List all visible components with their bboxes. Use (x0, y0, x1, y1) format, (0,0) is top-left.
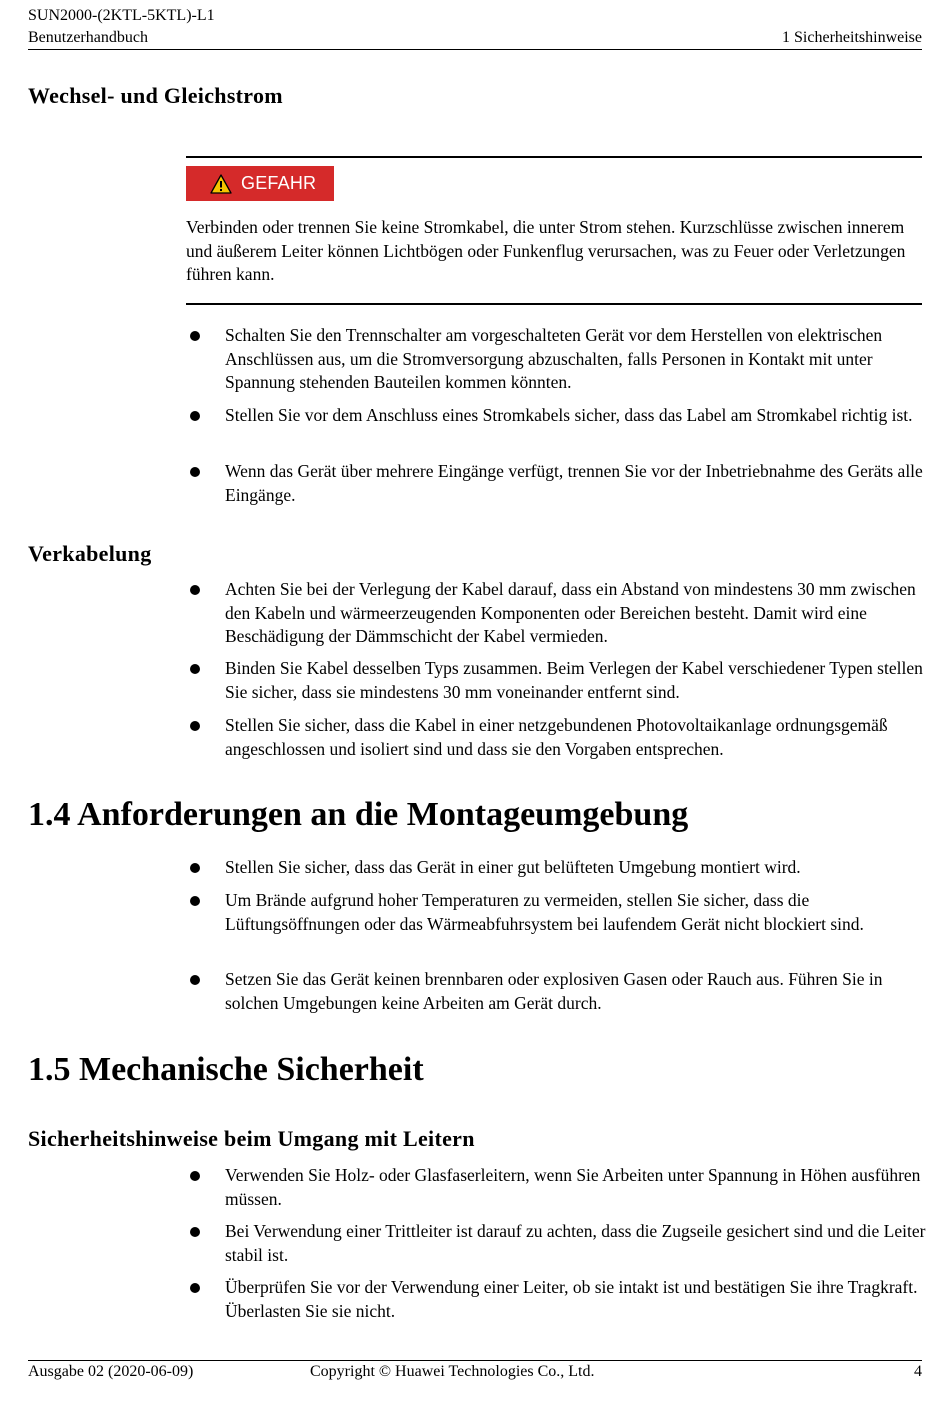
header-manual: Benutzerhandbuch (28, 29, 148, 46)
footer-edition: Ausgabe 02 (2020-06-09) (28, 1363, 194, 1380)
list-item-text: Achten Sie bei der Verlegung der Kabel darauf, dass ein Abstand von mindestens 30 mm zwischen den Kabeln und wärmeerzeugenden Komponenten oder Bereichen besteht. Damit wird eine Beschädigung der Dämmschicht der Kabel vermieden. (225, 579, 916, 646)
list-item (186, 404, 926, 428)
list-item (186, 1276, 926, 1323)
footer-copyright: Copyright © Huawei Technologies Co., Ltd. (310, 1363, 595, 1380)
danger-badge (186, 166, 334, 201)
bullet-icon (190, 331, 200, 341)
bullet-icon (190, 664, 200, 674)
bullet-icon (190, 721, 200, 731)
list-item (186, 657, 926, 704)
list-item (186, 856, 926, 880)
list-item-text: Überprüfen Sie vor der Verwendung einer Leiter, ob sie intakt ist und bestätigen Sie ihre Tragkraft. Überlasten Sie sie nicht. (225, 1277, 918, 1321)
danger-text: Verbinden oder trennen Sie keine Stromkabel, die unter Strom stehen. Kurzschlüsse zwischen innerem und äußerem Leiter können Lichtbögen oder Funkenflug verursachen, was zu Feuer oder Verletzungen führen kann. (186, 217, 906, 284)
list-item-text: Wenn das Gerät über mehrere Eingänge verfügt, trennen Sie vor der Inbetriebnahme des Geräts alle Eingänge. (225, 461, 923, 505)
footer-page-number: 4 (914, 1363, 922, 1380)
header-chapter: 1 Sicherheitshinweise (782, 29, 922, 46)
bullet-icon (190, 1227, 200, 1237)
list-item (186, 889, 926, 936)
list-item-text: Stellen Sie sicher, dass die Kabel in einer netzgebundenen Photovoltaikanlage ordnungsgemäß angeschlossen und isoliert sind und dass sie den Vorgaben entsprechen. (225, 715, 888, 759)
header-product: SUN2000-(2KTL-5KTL)-L1 (28, 7, 215, 24)
list-item-text: Schalten Sie den Trennschalter am vorgeschalteten Gerät vor dem Herstellen von elektrischen Anschlüssen aus, um die Stromversorgung abzuschalten, falls Personen in Kontakt mit unter Spannung stehenden Bauteilen kommen könnten. (225, 325, 883, 392)
section-title-1-5: 1.5 Mechanische Sicherheit (28, 1051, 424, 1088)
bullet-icon (190, 1171, 200, 1181)
list-item-text: Um Brände aufgrund hoher Temperaturen zu vermeiden, stellen Sie sicher, dass die Lüftungsöffnungen oder das Wärmeabfuhrsystem bei laufendem Gerät nicht blockiert sind. (225, 890, 864, 934)
list-item-text: Binden Sie Kabel desselben Typs zusammen. Beim Verlegen der Kabel verschiedener Typen stellen Sie sicher, dass sie mindestens 30 mm voneinander entfernt sind. (225, 658, 923, 702)
warning-triangle-icon (210, 174, 232, 194)
bullet-icon (190, 411, 200, 421)
bullet-icon (190, 975, 200, 985)
list-item (186, 578, 926, 649)
section-title-ac-dc: Wechsel- und Gleichstrom (28, 83, 283, 108)
bullet-icon (190, 585, 200, 595)
page-footer (28, 1360, 922, 1390)
section-title-1-4: 1.4 Anforderungen an die Montageumgebung (28, 796, 689, 833)
list-item (186, 324, 926, 395)
bullet-icon (190, 467, 200, 477)
list-item (186, 1164, 926, 1211)
list-item-text: Stellen Sie sicher, dass das Gerät in einer gut belüfteten Umgebung montiert wird. (225, 857, 801, 877)
page-header (28, 6, 922, 50)
bullet-icon (190, 1283, 200, 1293)
list-item-text: Bei Verwendung einer Trittleiter ist darauf zu achten, dass die Zugseile gesichert sind und die Leiter stabil ist. (225, 1221, 926, 1265)
bullet-icon (190, 896, 200, 906)
list-item (186, 1220, 926, 1267)
list-item (186, 460, 926, 507)
list-item-text: Setzen Sie das Gerät keinen brennbaren oder explosiven Gasen oder Rauch aus. Führen Sie in solchen Umgebungen keine Arbeiten am Gerät durch. (225, 969, 883, 1013)
list-item (186, 714, 926, 761)
danger-label: GEFAHR (241, 173, 317, 193)
list-item-text: Verwenden Sie Holz- oder Glasfaserleitern, wenn Sie Arbeiten unter Spannung in Höhen ausführen müssen. (225, 1165, 921, 1209)
danger-bottom-rule (186, 303, 922, 305)
danger-top-rule (186, 156, 922, 158)
list-item-text: Stellen Sie vor dem Anschluss eines Stromkabels sicher, dass das Label am Stromkabel richtig ist. (225, 405, 913, 425)
section-subtitle-ladders: Sicherheitshinweise beim Umgang mit Leitern (28, 1126, 475, 1151)
bullet-icon (190, 863, 200, 873)
list-item (186, 968, 926, 1015)
section-title-wiring: Verkabelung (28, 541, 152, 566)
